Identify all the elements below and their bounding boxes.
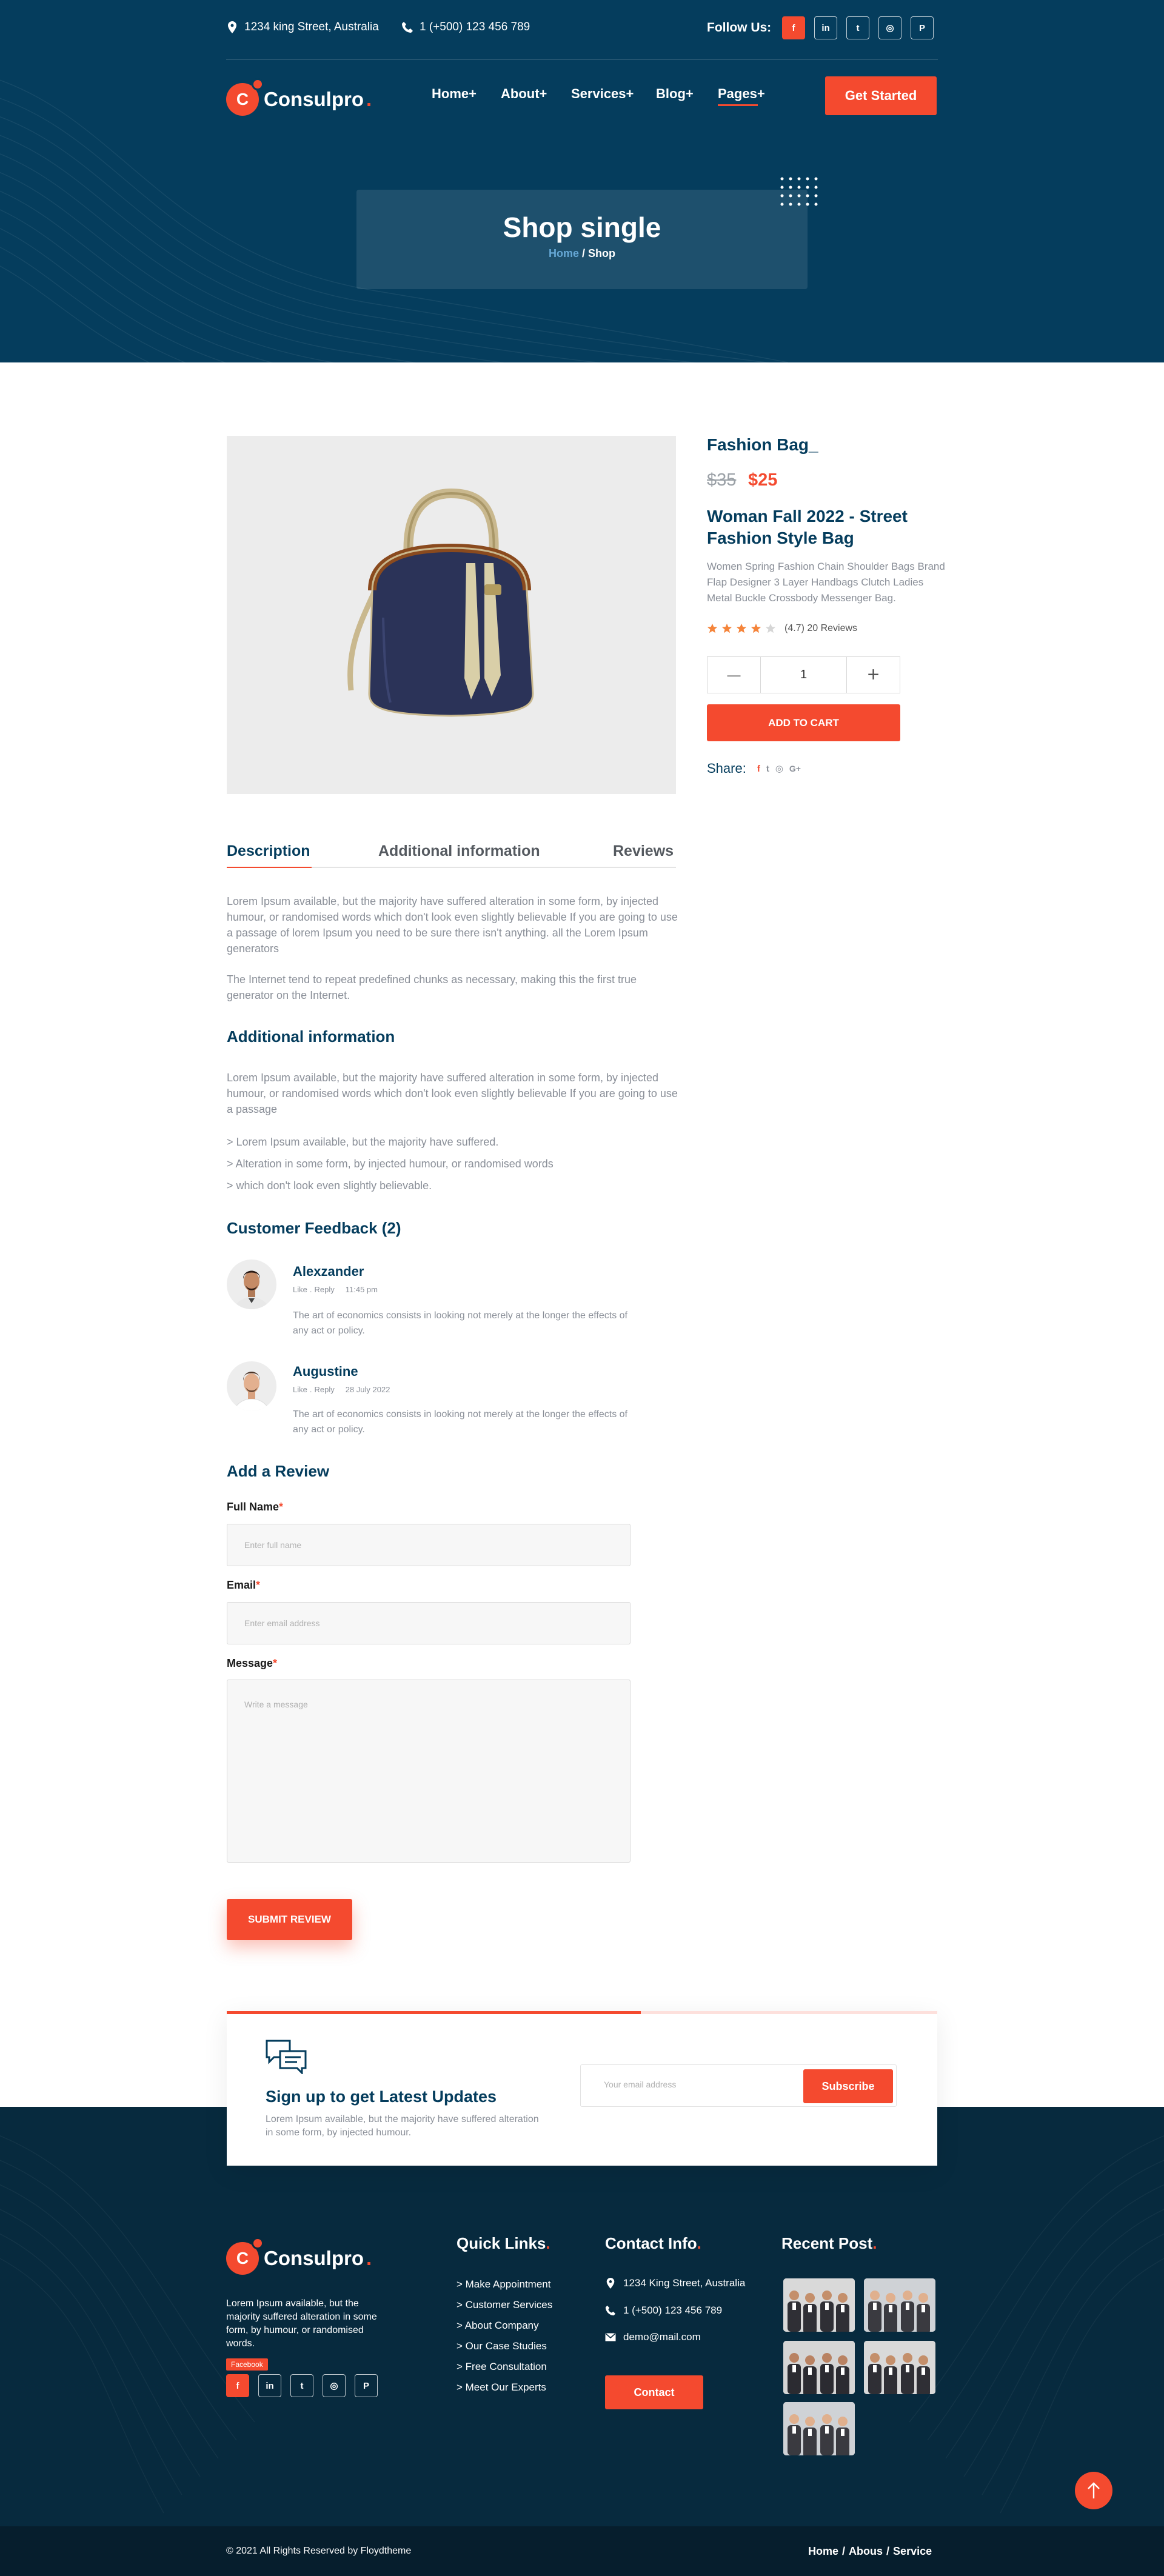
- quick-link-customer-services[interactable]: > Customer Services: [457, 2299, 553, 2311]
- tab-reviews[interactable]: Reviews: [613, 843, 674, 859]
- topbar-facebook-icon[interactable]: f: [782, 16, 805, 39]
- contact-email-text: demo@mail.com: [623, 2331, 701, 2343]
- contact-email[interactable]: [605, 2331, 701, 2343]
- recent-post-thumb-1[interactable]: [783, 2278, 855, 2332]
- quantity-stepper: [707, 656, 900, 693]
- additional-bullet-3: > which don't look even slightly believable.: [227, 1180, 432, 1192]
- bottom-link-sep-1: /: [842, 2545, 846, 2557]
- tab-additional-information[interactable]: Additional information: [378, 843, 540, 859]
- arrow-up-icon: [1086, 2481, 1101, 2500]
- contact-address-text: 1234 King Street, Australia: [623, 2277, 746, 2289]
- product-rating: [707, 623, 857, 634]
- recent-post-thumb-2[interactable]: [864, 2278, 935, 2332]
- share-twitter-icon[interactable]: t: [766, 763, 769, 774]
- description-paragraph-2: The Internet tend to repeat predefined chunks as necessary, making this the first true generator on the Internet.: [227, 973, 637, 1001]
- recent-post-photo: [783, 2278, 855, 2332]
- share-row: [707, 761, 801, 776]
- handbag-illustration: [227, 436, 676, 794]
- footer-logo-mark-icon: C: [226, 2242, 259, 2275]
- topbar-instagram-icon[interactable]: ◎: [878, 16, 901, 39]
- logo[interactable]: [226, 83, 372, 116]
- quick-link-free-consultation[interactable]: > Free Consultation: [457, 2361, 547, 2372]
- star-icon: [765, 623, 776, 634]
- bottom-link-home[interactable]: Home: [808, 2545, 839, 2557]
- breadcrumb-current: Shop: [588, 247, 616, 259]
- topbar-pinterest-icon[interactable]: P: [911, 16, 934, 39]
- rating-text: (4.7) 20 Reviews: [784, 623, 858, 633]
- topbar-divider: [226, 59, 938, 60]
- bottom-link-sep-2: /: [886, 2545, 890, 2557]
- newsletter-accent-bar-right: [641, 2011, 937, 2014]
- newsletter-text: Lorem Ipsum available, but the majority have suffered alteration in some form, by injected humour.: [266, 2114, 539, 2138]
- follow-label: Follow Us:: [707, 21, 772, 35]
- breadcrumb-home[interactable]: Home: [548, 247, 579, 259]
- scroll-to-top-button[interactable]: [1075, 2472, 1112, 2509]
- footer-twitter-icon[interactable]: t: [290, 2374, 313, 2397]
- topbar-phone[interactable]: [401, 21, 530, 34]
- star-icon: [721, 623, 732, 634]
- contact-phone-text: 1 (+500) 123 456 789: [623, 2304, 723, 2316]
- newsletter-form: [580, 2064, 897, 2107]
- review-reply-1[interactable]: Reply: [314, 1285, 335, 1294]
- recent-post-thumb-5[interactable]: [783, 2402, 855, 2455]
- reviewer-name-2: Augustine: [293, 1364, 358, 1379]
- review-like-2[interactable]: Like: [293, 1385, 307, 1394]
- get-started-button[interactable]: Get Started: [825, 76, 937, 115]
- tab-active-underline: [227, 867, 312, 868]
- page-header-card: [356, 190, 808, 289]
- review-text-2: The art of economics consists in looking not merely at the longer the effects of any act or policy.: [293, 1409, 627, 1435]
- bottom-link-abous[interactable]: Abous: [849, 2545, 883, 2557]
- star-icon: [736, 623, 747, 634]
- footer-logo[interactable]: C Consulpro .: [226, 2242, 372, 2275]
- review-meta-1: Like . Reply 11:45 pm: [293, 1285, 378, 1294]
- star-icon: [707, 623, 718, 634]
- additional-info-paragraph: Lorem Ipsum available, but the majority have suffered alteration in some form, by injected humour, or randomised words which don't look even slightly believable If you are going to use a passage: [227, 1072, 678, 1115]
- footer-instagram-icon[interactable]: ◎: [323, 2374, 346, 2397]
- add-to-cart-button[interactable]: ADD TO CART: [707, 704, 900, 741]
- additional-bullet-1: > Lorem Ipsum available, but the majority have suffered.: [227, 1136, 499, 1148]
- additional-info-title: Additional information: [227, 1027, 395, 1046]
- chat-bubbles-icon: [266, 2039, 307, 2074]
- phone-icon: [401, 21, 413, 33]
- page-title: Shop single: [503, 212, 661, 243]
- reviewer-avatar-1: [227, 1260, 276, 1309]
- nav-item-services[interactable]: Services+: [571, 86, 634, 101]
- footer-bottom-bar: [0, 2526, 1164, 2576]
- footer-about-text: Lorem Ipsum available, but the majority suffered alteration in some form, by humour, or randomised words.: [226, 2298, 377, 2349]
- bottom-link-service[interactable]: Service: [893, 2545, 932, 2557]
- quantity-value[interactable]: 1: [800, 668, 808, 681]
- additional-bullet-2: > Alteration in some form, by injected humour, or randomised words: [227, 1158, 554, 1170]
- share-instagram-icon[interactable]: ◎: [775, 764, 783, 774]
- product-image[interactable]: [227, 436, 676, 794]
- topbar-social-list: [782, 16, 934, 39]
- nav-item-home[interactable]: Home+: [432, 86, 477, 101]
- contact-phone[interactable]: [605, 2304, 722, 2317]
- newsletter-accent-bar-left: [227, 2011, 641, 2014]
- topbar-twitter-icon[interactable]: t: [846, 16, 869, 39]
- nav-active-underline: [718, 104, 758, 106]
- footer: [0, 2107, 1164, 2576]
- message-textarea[interactable]: Write a message: [227, 1680, 630, 1863]
- quick-links-title: Quick Links.: [457, 2234, 550, 2252]
- subscribe-button[interactable]: Subscribe: [803, 2069, 893, 2103]
- product-name: Woman Fall 2022 - Street Fashion Style Bag: [707, 507, 908, 547]
- description-paragraph-1: Lorem Ipsum available, but the majority have suffered alteration in some form, by injected humour, or randomised words which don't look even slightly believable If you are going to use a passage of lorem Ipsum you need to be sure there isn't anything. all the Lorem Ipsum generators: [227, 895, 678, 955]
- contact-button[interactable]: Contact: [605, 2375, 703, 2409]
- quick-link-case-studies[interactable]: > Our Case Studies: [457, 2340, 547, 2352]
- newsletter-email-input[interactable]: Your email address: [604, 2080, 677, 2089]
- recent-post-photo: [864, 2341, 935, 2394]
- logo-dot-text: .: [366, 88, 372, 110]
- footer-logo-text: Consulpro: [264, 2247, 364, 2269]
- review-meta-2: Like . Reply 28 July 2022: [293, 1385, 390, 1394]
- quick-link-meet-experts[interactable]: > Meet Our Experts: [457, 2381, 546, 2393]
- contact-info-title: Contact Info.: [605, 2234, 701, 2252]
- recent-post-photo: [783, 2402, 855, 2455]
- star-icon: [751, 623, 761, 634]
- location-pin-icon: [226, 21, 238, 34]
- footer-facebook-icon[interactable]: f: [226, 2374, 249, 2397]
- reviewer-avatar-2: [227, 1361, 276, 1411]
- reviewer-name-1: Alexzander: [293, 1264, 364, 1279]
- hero-section: [0, 0, 1164, 362]
- quick-link-about-company[interactable]: > About Company: [457, 2320, 539, 2331]
- footer-wave-lines: [0, 2107, 1164, 2576]
- quick-link-make-appointment[interactable]: > Make Appointment: [457, 2278, 551, 2290]
- quantity-plus-button[interactable]: +: [846, 657, 900, 693]
- product-category: Fashion Bag_: [707, 435, 818, 454]
- footer-bottom-links: [808, 2545, 932, 2558]
- recent-post-photo: [864, 2278, 935, 2332]
- newsletter-card: [227, 2011, 937, 2166]
- review-form-title: Add a Review: [227, 1462, 330, 1480]
- recent-post-thumb-4[interactable]: [864, 2341, 935, 2394]
- copyright-text: © 2021 All Rights Reserved by Floydtheme: [226, 2546, 412, 2556]
- envelope-icon: [605, 2333, 616, 2341]
- email-input[interactable]: Enter email address: [227, 1602, 630, 1644]
- nav-item-about[interactable]: About+: [501, 86, 547, 101]
- nav-item-pages[interactable]: Pages+: [718, 86, 765, 101]
- product-price: $25: [748, 470, 778, 490]
- topbar-phone-text: 1 (+500) 123 456 789: [420, 21, 530, 33]
- footer-social-list: [226, 2374, 378, 2397]
- footer-location-pin-icon: [605, 2277, 616, 2290]
- share-facebook-icon[interactable]: f: [757, 763, 760, 774]
- nav-item-blog[interactable]: Blog+: [656, 86, 694, 101]
- review-reply-2[interactable]: Reply: [314, 1385, 335, 1394]
- review-text-1: The art of economics consists in looking not merely at the longer the effects of any act or policy.: [293, 1310, 627, 1336]
- review-like-1[interactable]: Like: [293, 1285, 307, 1294]
- facebook-tooltip: Facebook: [226, 2358, 268, 2371]
- submit-review-button[interactable]: SUBMIT REVIEW: [227, 1899, 352, 1940]
- tab-description[interactable]: Description: [227, 843, 310, 859]
- full-name-label: Full Name*: [227, 1501, 284, 1513]
- breadcrumb: [356, 247, 808, 260]
- footer-phone-icon: [605, 2305, 616, 2316]
- hero-wave-lines: [0, 0, 1164, 362]
- newsletter-title: Sign up to get Latest Updates: [266, 2087, 497, 2106]
- topbar-address: [226, 21, 379, 34]
- product-description: Women Spring Fashion Chain Shoulder Bags Brand Flap Designer 3 Layer Handbags Clutch Ladies Metal Buckle Crossbody Messenger Bag.: [707, 561, 945, 604]
- rating-stars: [707, 623, 776, 634]
- topbar-address-text: 1234 king Street, Australia: [244, 21, 379, 33]
- share-google-plus-icon[interactable]: G+: [789, 764, 801, 773]
- email-label: Email*: [227, 1579, 261, 1591]
- recent-post-photo: [783, 2341, 855, 2394]
- quick-links-list: [457, 2274, 552, 2398]
- quantity-minus-button[interactable]: —: [707, 657, 761, 693]
- topbar-linkedin-icon[interactable]: in: [814, 16, 837, 39]
- share-label: Share:: [707, 761, 746, 776]
- breadcrumb-separator: /: [582, 247, 586, 259]
- logo-mark-icon: C: [226, 83, 259, 116]
- recent-post-title: Recent Post.: [781, 2234, 877, 2252]
- review-time-1: 11:45 pm: [345, 1285, 378, 1294]
- footer-pinterest-icon[interactable]: P: [355, 2374, 378, 2397]
- logo-text: Consulpro: [264, 88, 364, 110]
- contact-address: [605, 2277, 745, 2290]
- full-name-input[interactable]: Enter full name: [227, 1524, 630, 1566]
- message-label: Message*: [227, 1657, 278, 1669]
- footer-linkedin-icon[interactable]: in: [258, 2374, 281, 2397]
- recent-post-thumb-3[interactable]: [783, 2341, 855, 2394]
- review-time-2: 28 July 2022: [345, 1385, 390, 1394]
- feedback-title: Customer Feedback (2): [227, 1219, 401, 1237]
- product-old-price: $35: [707, 470, 737, 490]
